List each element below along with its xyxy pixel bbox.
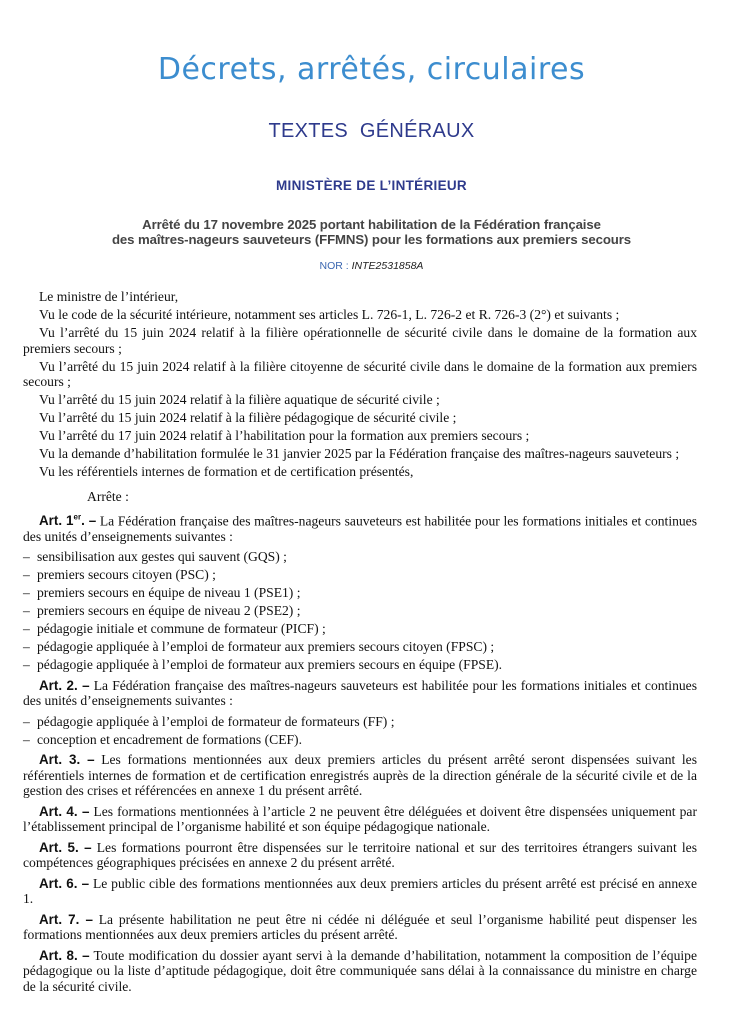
article-2 — [23, 678, 697, 709]
article-label: Art. 4. – — [39, 803, 90, 819]
list-item: – premiers secours citoyen (PSC) ; — [23, 567, 216, 583]
article-2-list — [23, 714, 697, 748]
ministry-heading: MINISTÈRE DE L’INTÉRIEUR — [276, 178, 467, 193]
visa: Vu la demande d’habilitation formulée le 31 janvier 2025 par la Fédération française des maîtres-nageurs sauveteurs ; — [39, 446, 680, 461]
article-label: Art. 6. – — [39, 875, 90, 891]
visa: Vu l’arrêté du 15 juin 2024 relatif à la filière pédagogique de sécurité civile ; — [39, 410, 457, 425]
nor-reference — [0, 259, 743, 273]
article-3 — [23, 752, 697, 799]
list-item: – pédagogie initiale et commune de formateur (PICF) ; — [23, 621, 326, 637]
article-1 — [23, 510, 697, 544]
list-item: – conception et encadrement de formations (CEF). — [23, 731, 302, 747]
article-text: Toute modification du dossier ayant servi à la demande d’habilitation, notamment la composition de l’équipe pédagogique ou la liste d’aptitude pédagogique, doit être communiquée sans délai à la connaissance du ministre en charge de la sécurité civile. — [23, 947, 698, 994]
act-title-line-2: des maîtres-nageurs sauveteurs (FFMNS) pour les formations aux premiers secours — [111, 232, 632, 247]
article-label: Art. 2. – — [39, 677, 90, 693]
visa: Vu l’arrêté du 15 juin 2024 relatif à la filière citoyenne de sécurité civile dans le domaine de la formation aux premiers secours ; — [23, 358, 697, 389]
nor-label: NOR : — [319, 260, 352, 272]
article-label: Art. 7. – — [39, 911, 93, 927]
visa: Vu l’arrêté du 17 juin 2024 relatif à l’habilitation pour la formation aux premiers secours ; — [39, 428, 530, 443]
document-body — [23, 289, 697, 999]
nor-value: INTE2531858A — [351, 260, 424, 272]
article-7 — [23, 912, 697, 943]
article-text: Les formations pourront être dispensées sur le territoire national et sur des territoires étrangers suivant les compétences géographiques précisées en annexe 2 du présent arrêté. — [23, 839, 697, 871]
visa: Vu les référentiels internes de formation et de certification présentés, — [39, 464, 414, 479]
article-text: La présente habilitation ne peut être ni cédée ni déléguée et seul l’organisme habilité peut dispenser les formations mentionnées aux deux premiers articles du présent arrêté. — [23, 911, 697, 943]
list-item: – pédagogie appliquée à l’emploi de formateur aux premiers secours citoyen (FPSC) ; — [23, 639, 495, 655]
article-5 — [23, 840, 697, 871]
list-item: – sensibilisation aux gestes qui sauvent (GQS) ; — [23, 549, 287, 565]
article-label: Art. 3. – — [39, 752, 95, 768]
article-6 — [23, 876, 697, 907]
section-title: Décrets, arrêtés, circulaires — [157, 52, 586, 87]
article-text: Les formations mentionnées à l’article 2 ne peuvent être déléguées et doivent être dispensées uniquement par l’établissement principal de l’organisme habilité et son équipe pédagogique nationale. — [23, 803, 697, 835]
list-item: – premiers secours en équipe de niveau 2 (PSE2) ; — [23, 603, 301, 619]
sub-title: TEXTES GÉNÉRAUX — [268, 120, 475, 142]
article-8 — [23, 948, 697, 995]
article-1-list — [23, 549, 697, 673]
list-item: – pédagogie appliquée à l’emploi de formateur de formateurs (FF) ; — [23, 713, 395, 729]
act-title-line-1: Arrêté du 17 novembre 2025 portant habilitation de la Fédération française — [142, 217, 601, 232]
article-label: Art. 8. – — [39, 947, 90, 963]
article-text: Les formations mentionnées aux deux premiers articles du présent arrêté seront dispensées suivant les référentiels internes de formation et de certification enregistrés auprès de la direction générale de la sécurité civile et de la gestion des crises et référencées en annexe 1 du présent arrêté. — [23, 752, 698, 799]
visa: Vu l’arrêté du 15 juin 2024 relatif à la filière opérationnelle de sécurité civile dans le domaine de la formation aux premiers secours ; — [23, 325, 697, 356]
article-text: La Fédération française des maîtres-nageurs sauveteurs est habilitée pour les formations initiales et continues des unités d’enseignements suivantes : — [23, 513, 698, 544]
article-text: Le public cible des formations mentionnées aux deux premiers articles du présent arrêté est précisé en annexe 1. — [23, 875, 697, 907]
article-4 — [23, 804, 697, 835]
article-label: Art. 5. – — [39, 839, 92, 855]
visa: Vu le code de la sécurité intérieure, notamment ses articles L. 726-1, L. 726-2 et R. 726-3 (2°) et suivants ; — [39, 307, 620, 322]
arrete-label: Arrête : — [87, 488, 129, 504]
preamble-opening: Le ministre de l’intérieur, — [39, 289, 179, 304]
act-title — [0, 217, 743, 247]
list-item: – pédagogie appliquée à l’emploi de formateur aux premiers secours en équipe (FPSE). — [23, 657, 503, 673]
visa: Vu l’arrêté du 15 juin 2024 relatif à la filière aquatique de sécurité civile ; — [39, 392, 440, 407]
list-item: – premiers secours en équipe de niveau 1 (PSE1) ; — [23, 585, 301, 601]
article-text: La Fédération française des maîtres-nageurs sauveteurs est habilitée pour les formations initiales et continues des unités d’enseignements suivantes : — [23, 677, 698, 709]
article-label: Art. 1er. – — [39, 513, 97, 529]
